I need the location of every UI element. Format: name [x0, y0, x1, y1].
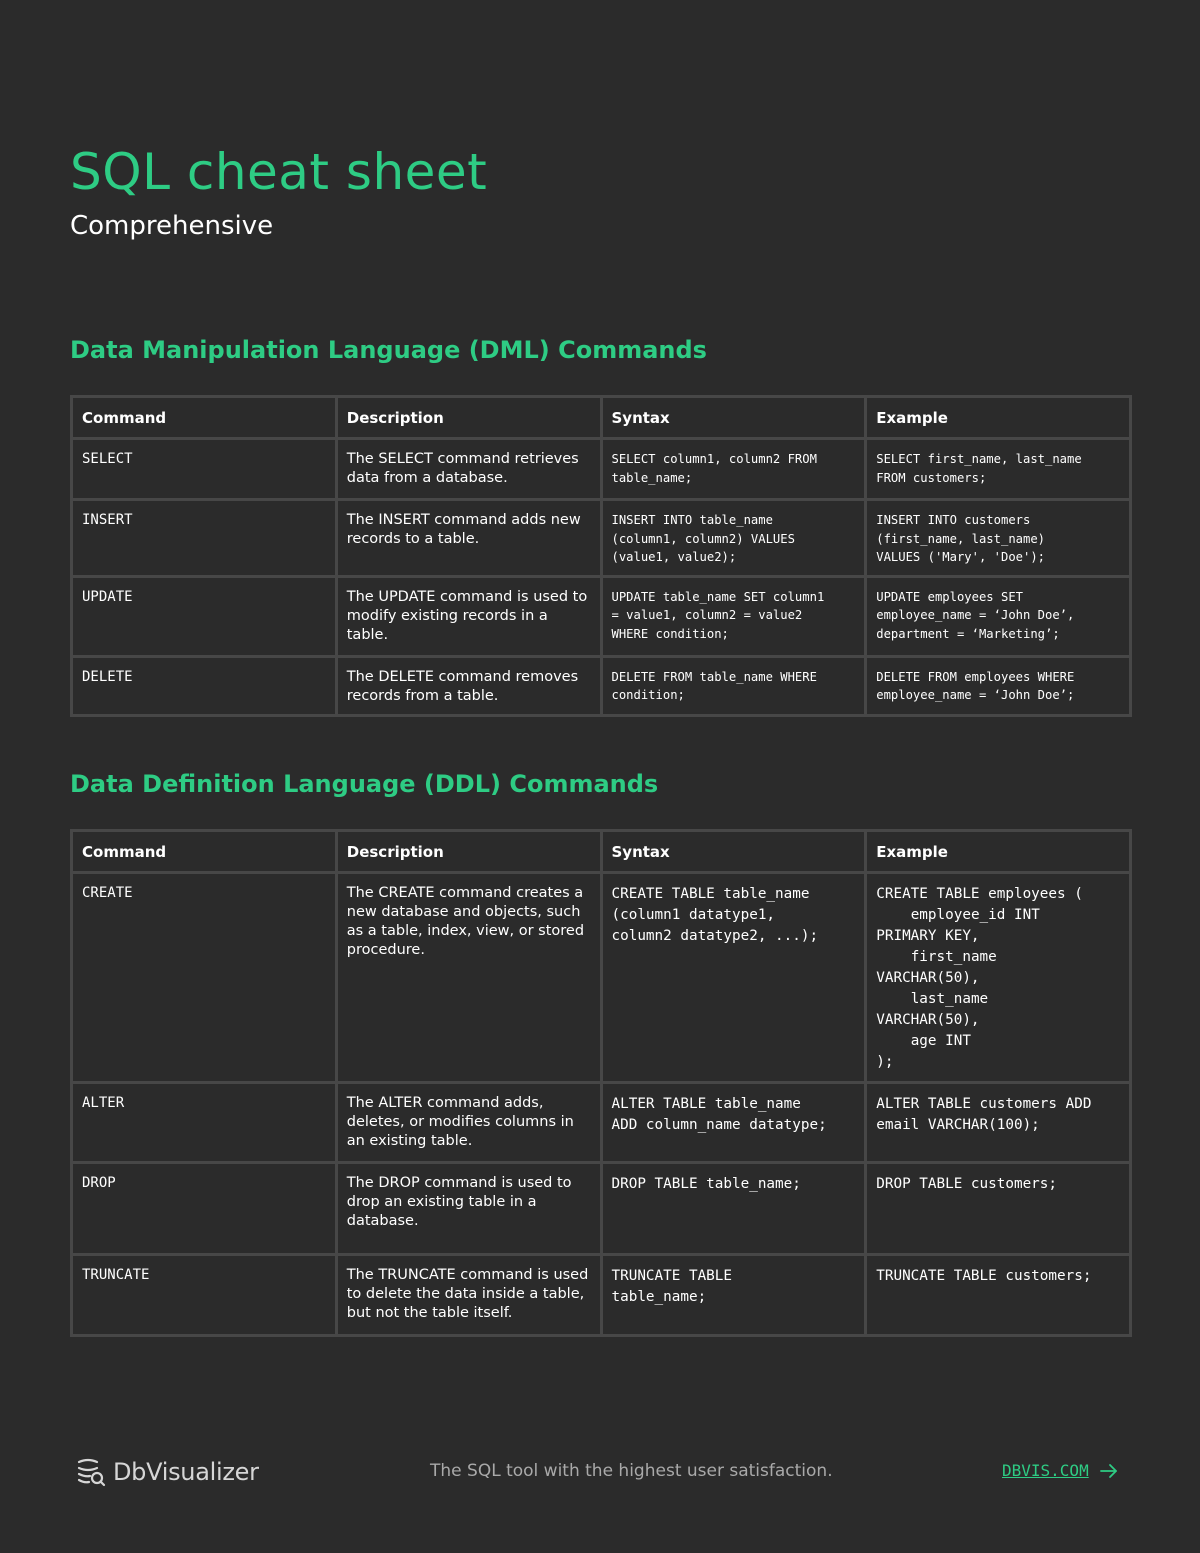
page-subtitle: Comprehensive: [70, 211, 274, 241]
table-row: [72, 873, 1131, 1083]
column-header-command: Command: [72, 831, 337, 873]
syntax-cell: UPDATE table_name SET column1 = value1, column2 = value2 WHERE condition;: [601, 576, 866, 656]
column-header-command: Command: [72, 397, 337, 439]
table-row: [72, 1083, 1131, 1163]
command-cell: SELECT: [72, 439, 337, 500]
column-header-example: Example: [866, 831, 1131, 873]
table-row: [72, 576, 1131, 656]
command-cell: DELETE: [72, 656, 337, 715]
command-cell: INSERT: [72, 500, 337, 577]
dbvis-link-label: DBVIS.COM: [1002, 1461, 1089, 1480]
syntax-cell: SELECT column1, column2 FROM table_name;: [601, 439, 866, 500]
syntax-cell: TRUNCATE TABLE table_name;: [601, 1255, 866, 1336]
dbvisualizer-logo: [75, 1454, 259, 1490]
description-cell: The UPDATE command is used to modify existing records in a table.: [336, 576, 601, 656]
example-cell: TRUNCATE TABLE customers;: [866, 1255, 1131, 1336]
database-search-icon: [75, 1456, 107, 1488]
table-header-row: [72, 831, 1131, 873]
command-cell: DROP: [72, 1163, 337, 1255]
description-cell: The DROP command is used to drop an existing table in a database.: [336, 1163, 601, 1255]
column-header-description: Description: [336, 831, 601, 873]
syntax-cell: INSERT INTO table_name (column1, column2) VALUES (value1, value2);: [601, 500, 866, 577]
example-cell: DELETE FROM employees WHERE employee_name = ‘John Doe’;: [866, 656, 1131, 715]
description-cell: The INSERT command adds new records to a table.: [336, 500, 601, 577]
dml-commands-table: [70, 395, 1132, 717]
arrow-right-icon: [1099, 1463, 1119, 1479]
example-cell: SELECT first_name, last_name FROM customers;: [866, 439, 1131, 500]
syntax-cell: CREATE TABLE table_name (column1 datatype1, column2 datatype2, ...);: [601, 873, 866, 1083]
column-header-description: Description: [336, 397, 601, 439]
table-row: [72, 1255, 1131, 1336]
dbvis-website-link[interactable]: [1002, 1459, 1119, 1483]
ddl-section-heading: Data Definition Language (DDL) Commands: [70, 770, 659, 798]
ddl-commands-table: [70, 829, 1132, 1337]
example-cell: UPDATE employees SET employee_name = ‘John Doe’, department = ‘Marketing’;: [866, 576, 1131, 656]
example-cell: ALTER TABLE customers ADD email VARCHAR(100);: [866, 1083, 1131, 1163]
command-cell: UPDATE: [72, 576, 337, 656]
command-cell: TRUNCATE: [72, 1255, 337, 1336]
logo-wordmark: DbVisualizer: [113, 1458, 259, 1486]
column-header-syntax: Syntax: [601, 397, 866, 439]
column-header-example: Example: [866, 397, 1131, 439]
command-cell: ALTER: [72, 1083, 337, 1163]
description-cell: The TRUNCATE command is used to delete the data inside a table, but not the table itself.: [336, 1255, 601, 1336]
page-title: SQL cheat sheet: [70, 143, 488, 201]
description-cell: The ALTER command adds, deletes, or modifies columns in an existing table.: [336, 1083, 601, 1163]
description-cell: The SELECT command retrieves data from a database.: [336, 439, 601, 500]
table-header-row: [72, 397, 1131, 439]
description-cell: The DELETE command removes records from a table.: [336, 656, 601, 715]
example-cell: INSERT INTO customers (first_name, last_name) VALUES ('Mary', 'Doe');: [866, 500, 1131, 577]
syntax-cell: ALTER TABLE table_name ADD column_name datatype;: [601, 1083, 866, 1163]
table-row: [72, 656, 1131, 715]
syntax-cell: DROP TABLE table_name;: [601, 1163, 866, 1255]
table-row: [72, 500, 1131, 577]
table-row: [72, 439, 1131, 500]
column-header-syntax: Syntax: [601, 831, 866, 873]
dml-section-heading: Data Manipulation Language (DML) Commands: [70, 336, 707, 364]
command-cell: CREATE: [72, 873, 337, 1083]
example-cell: DROP TABLE customers;: [866, 1163, 1131, 1255]
table-row: [72, 1163, 1131, 1255]
footer-tagline: The SQL tool with the highest user satisfaction.: [430, 1461, 833, 1481]
description-cell: The CREATE command creates a new database and objects, such as a table, index, view, or stored procedure.: [336, 873, 601, 1083]
example-cell: CREATE TABLE employees ( employee_id INT PRIMARY KEY, first_name VARCHAR(50), last_name VARCHAR(50), age INT );: [866, 873, 1131, 1083]
syntax-cell: DELETE FROM table_name WHERE condition;: [601, 656, 866, 715]
